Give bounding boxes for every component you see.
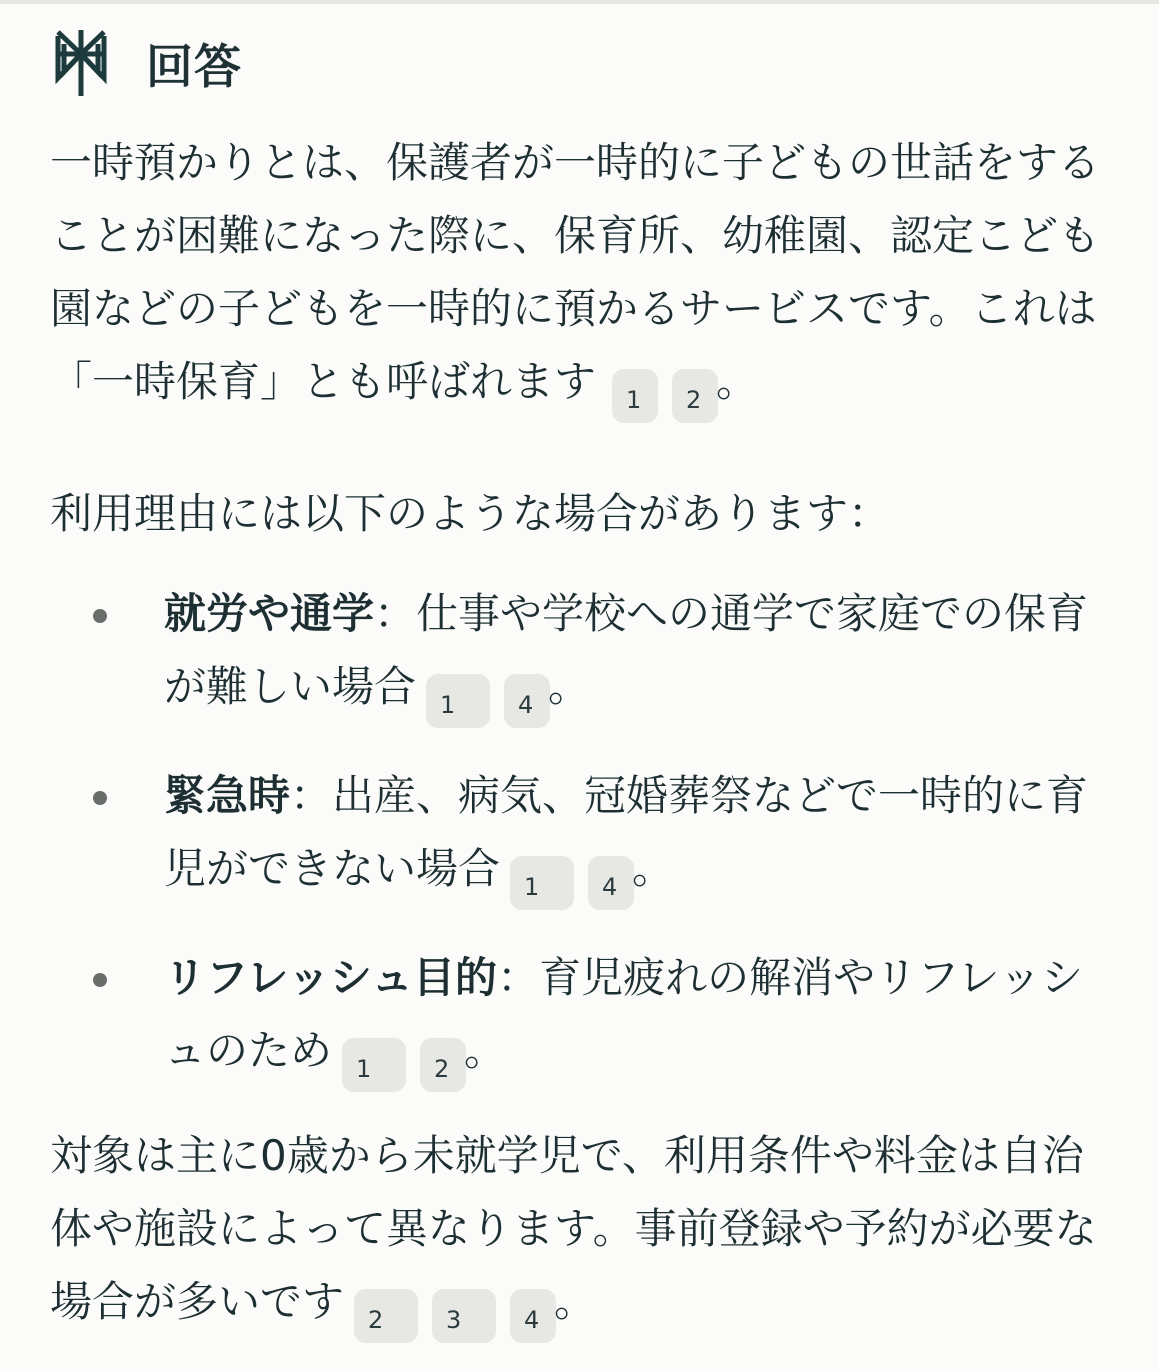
citation-badge[interactable]: 2 bbox=[354, 1289, 418, 1343]
reasons-list bbox=[50, 577, 1120, 1092]
reason-term: 緊急時 bbox=[164, 771, 291, 820]
reason-term: 就労や通学 bbox=[164, 589, 375, 638]
bullet-icon bbox=[93, 791, 107, 805]
citation-badge[interactable]: 1 bbox=[426, 674, 490, 728]
citation-badge[interactable]: 2 bbox=[672, 369, 718, 423]
sentence-end: 。 bbox=[548, 662, 591, 711]
list-item bbox=[50, 941, 1120, 1092]
reason-text: ：育児疲れの解消やリフレッシュのため bbox=[164, 953, 1083, 1075]
citation-badge[interactable]: 1 bbox=[342, 1038, 406, 1092]
bullet-icon bbox=[93, 973, 107, 987]
citation-badge[interactable]: 3 bbox=[432, 1289, 496, 1343]
closing-text: 対象は主に0歳から未就学児で、利用条件や料金は自治体や施設によって異なります。事前登録や予約が必要な場合が多いです bbox=[50, 1131, 1097, 1326]
bullet-icon bbox=[93, 609, 107, 623]
perplexity-logo-icon bbox=[52, 26, 110, 100]
top-divider bbox=[0, 0, 1159, 4]
answer-title: 回答 bbox=[146, 39, 242, 95]
citation-badge[interactable]: 4 bbox=[504, 674, 550, 728]
reasons-intro-text: 利用理由には以下のような場合があります： bbox=[50, 489, 891, 538]
citation-badge[interactable]: 4 bbox=[588, 856, 634, 910]
reasons-intro-paragraph bbox=[50, 477, 1120, 550]
citation-badge[interactable]: 1 bbox=[612, 369, 658, 423]
citation-badge[interactable]: 1 bbox=[510, 856, 574, 910]
reason-text: ：出産、病気、冠婚葬祭などで一時的に育児ができない場合 bbox=[164, 771, 1089, 893]
sentence-end: 。 bbox=[464, 1026, 507, 1075]
citation-badge[interactable]: 2 bbox=[420, 1038, 466, 1092]
sentence-end: 。 bbox=[554, 1277, 597, 1326]
answer-body bbox=[50, 126, 1120, 1343]
reason-term: リフレッシュ目的 bbox=[164, 953, 498, 1002]
sentence-end: 。 bbox=[632, 844, 675, 893]
intro-paragraph bbox=[50, 126, 1120, 423]
answer-header bbox=[52, 26, 242, 100]
intro-text: 一時預かりとは、保護者が一時的に子どもの世話をすることが困難になった際に、保育所、幼稚園、認定こども園などの子どもを一時的に預かるサービスです。これは「一時保育」とも呼ばれます bbox=[50, 138, 1101, 406]
citation-badge[interactable]: 4 bbox=[510, 1289, 556, 1343]
list-item bbox=[50, 577, 1120, 728]
closing-paragraph bbox=[50, 1119, 1120, 1343]
reason-text: ：仕事や学校への通学で家庭での保育が難しい場合 bbox=[164, 589, 1089, 711]
list-item bbox=[50, 759, 1120, 910]
sentence-end: 。 bbox=[716, 357, 759, 406]
